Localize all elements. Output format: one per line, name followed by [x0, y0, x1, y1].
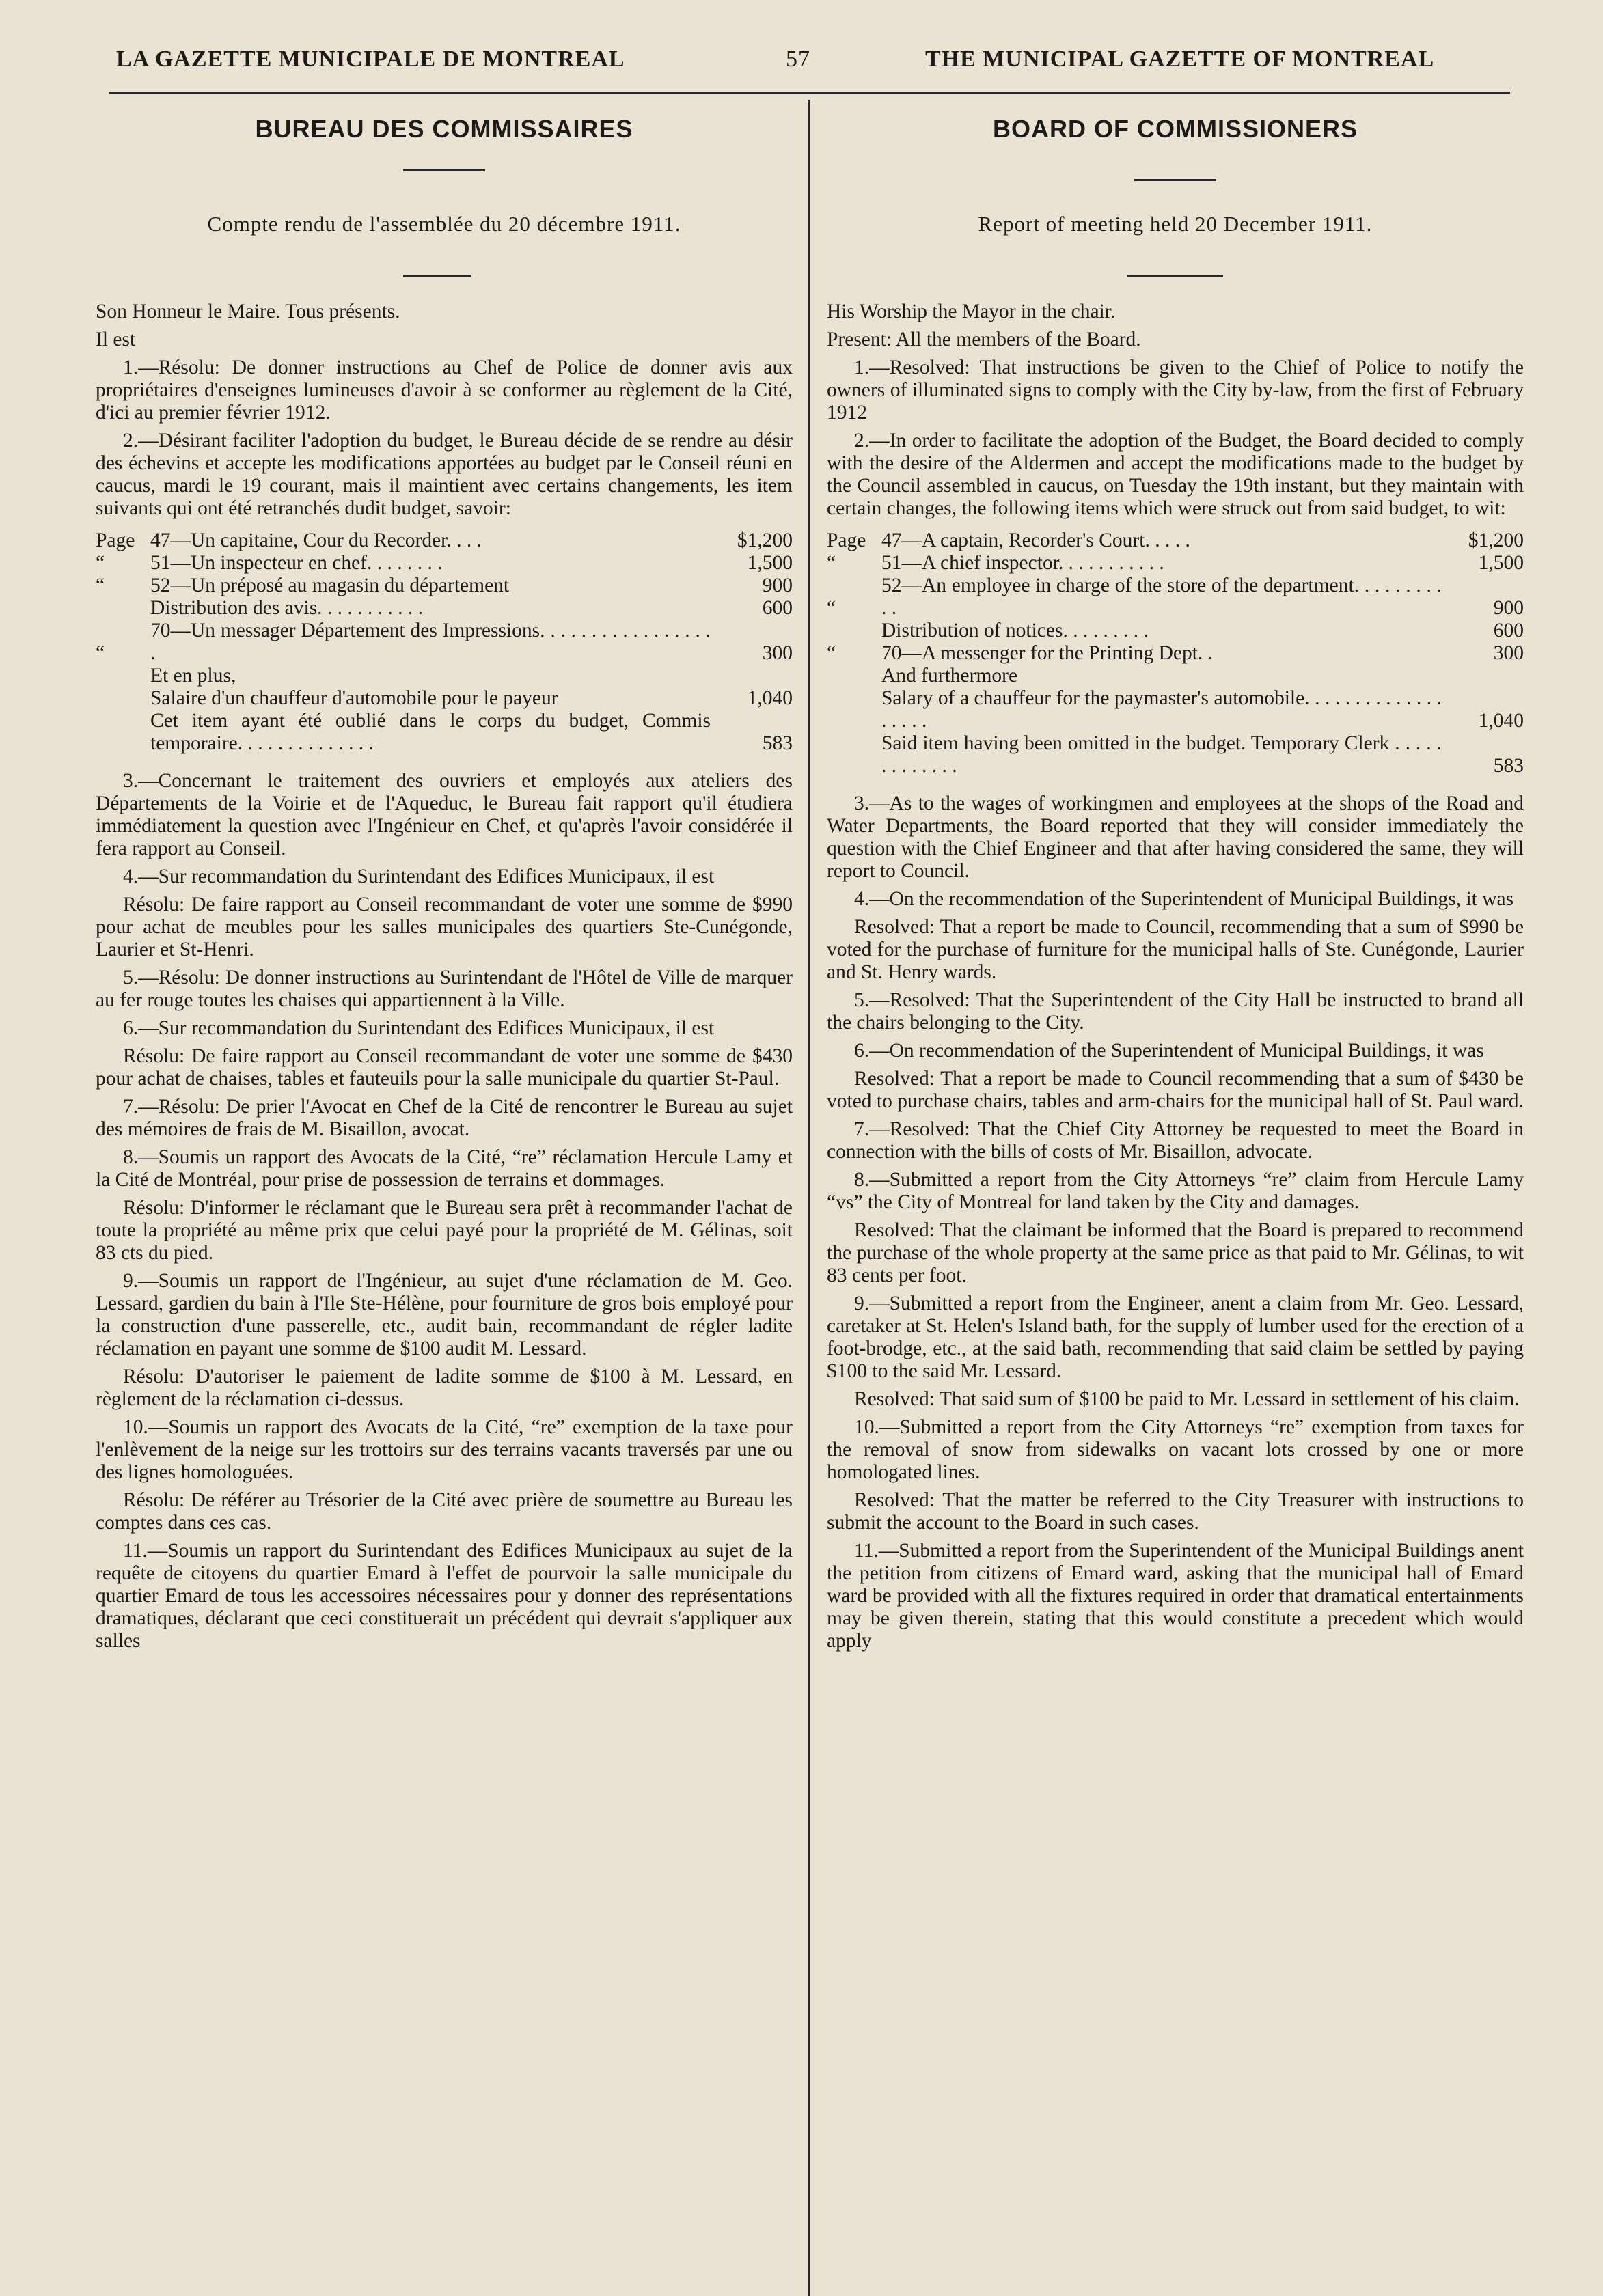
running-header [0, 46, 1603, 81]
item-description: 52—An employee in charge of the store of the department. . . . . . . . . . . [881, 575, 1442, 619]
paragraph: Resolved: That a report be made to Council recommending that a sum of $430 be voted to purchase chairs, tables and arm-chairs for the municipal hall of St. Paul ward. [827, 1068, 1524, 1112]
item-description: 51—Un inspecteur en chef. . . . . . . . [150, 552, 443, 574]
paragraph: 7.—Resolved: That the Chief City Attorney be requested to meet the Board in connection with the bills of costs of Mr. Bisaillon, advocate. [827, 1118, 1524, 1163]
paragraph: Resolved: That the matter be referred to the City Treasurer with instructions to submit the account to the Board in such cases. [827, 1489, 1524, 1534]
item-amount: $1,200 [737, 529, 793, 551]
paragraph: Il est [96, 329, 136, 350]
paragraph: 5.—Résolu: De donner instructions au Surintendant de l'Hôtel de Ville de marquer au fer rouge toutes les chaises qui appartiennent à la Ville. [96, 967, 793, 1011]
paragraph: 1.—Résolu: De donner instructions au Chef de Police de donner avis aux propriétaires d'enseignes lumineuses d'avoir à se conformer au règlement de la Cité, d'ici au premier février 1912. [96, 357, 793, 424]
item-amount: 583 [762, 732, 793, 754]
paragraph: 2.—In order to facilitate the adoption of the Budget, the Board decided to comply with the desire of the Aldermen and accept the modifications made to the budget by the Council assembled in caucus, on Tuesday the 19th instant, but they maintain with certain changes, the following items which were struck out from said budget, to wit: [827, 430, 1524, 519]
table-row [827, 575, 1524, 620]
french-body [96, 301, 793, 1658]
paragraph: 6.—On recommendation of the Superintendent of Municipal Buildings, it was [854, 1040, 1484, 1062]
item-description: Salaire d'un chauffeur d'automobile pour le payeur [150, 687, 558, 709]
item-amount: 1,040 [747, 687, 793, 709]
budget-items-table [827, 529, 1524, 777]
item-amount: $1,200 [1468, 529, 1524, 551]
english-body [827, 301, 1524, 1658]
item-amount: 900 [1493, 597, 1524, 619]
column-divider [808, 100, 810, 2296]
item-page [827, 665, 881, 687]
item-description: 47—Un capitaine, Cour du Recorder. . . . [150, 529, 482, 551]
paragraph: 2.—Désirant faciliter l'adoption du budget, le Bureau décide de se rendre au désir des échevins et accepte les modifications apportées au budget par le Conseil réuni en caucus, mardi le 19 courant, mais il maintient avec certains changements, les item suivants qui ont été retranchés dudit budget, savoir: [96, 430, 793, 519]
item-page [827, 732, 881, 777]
paragraph: Résolu: De faire rapport au Conseil recommandant de voter une somme de $430 pour achat de chaises, tables et fauteuils pour la salle municipale du quartier St-Paul. [96, 1045, 793, 1090]
item-description: 70—A messenger for the Printing Dept. . [881, 642, 1214, 664]
table-row [827, 620, 1524, 642]
item-description: 51—A chief inspector. . . . . . . . . . . [881, 552, 1164, 574]
item-amount [1442, 665, 1524, 687]
table-row [96, 552, 793, 575]
french-subtitle: Compte rendu de l'assemblée du 20 décembre 1911. [207, 212, 681, 236]
item-description: And furthermore [881, 665, 1018, 687]
paragraph: 11.—Soumis un rapport du Surintendant des Edifices Municipaux au sujet de la requête de citoyens du quartier Emard à l'effet de pourvoir la salle municipale du quartier Emard de tous les accessoires nécessaires pour y donner des représentations dramatiques, déclarant que ceci constituerait un précédent qui devrait s'appliquer aux salles [96, 1540, 793, 1652]
paragraph: Résolu: D'autoriser le paiement de ladite somme de $100 à M. Lessard, en règlement de la réclamation ci-dessus. [96, 1366, 793, 1410]
item-description: 47—A captain, Recorder's Court. . . . . [881, 529, 1190, 551]
item-description: 52—Un préposé au magasin du département [150, 575, 510, 596]
header-french-title: LA GAZETTE MUNICIPALE DE MONTREAL [116, 46, 625, 72]
paragraph: 10.—Soumis un rapport des Avocats de la Cité, “re” exemption de la taxe pour l'enlèvement de la neige sur les trottoirs sur des terrains vacants traversés par une ou des lignes homologuées. [96, 1416, 793, 1483]
item-page: Page [827, 529, 866, 551]
table-row [96, 710, 793, 755]
paragraph: 9.—Soumis un rapport de l'Ingénieur, au sujet d'une réclamation de M. Geo. Lessard, gardien du bain à l'Ile Ste-Hélène, pour fourniture de gros bois employé pour la construction d'une passerelle, etc., audit bain, recommandant de régler ladite réclamation en payant une somme de $100 audit M. Lessard. [96, 1270, 793, 1359]
table-row [827, 665, 1524, 687]
item-amount [711, 665, 793, 687]
paragraph: 9.—Submitted a report from the Engineer, anent a claim from Mr. Geo. Lessard, caretaker at St. Helen's Island bath, for the supply of lumber used for the erection of a foot-brodge, etc., at the said bath, recommending that said claim be settled by paying $100 to the said Mr. Lessard. [827, 1292, 1524, 1382]
english-subtitle: Report of meeting held 20 December 1911. [978, 212, 1373, 236]
header-rule [109, 92, 1510, 94]
title-rule [403, 169, 485, 171]
paragraph: 7.—Résolu: De prier l'Avocat en Chef de la Cité de rencontrer le Bureau au sujet des mémoires de frais de M. Bisaillon, avocat. [96, 1096, 793, 1140]
item-description: Salary of a chauffeur for the paymaster's automobile. . . . . . . . . . . . . . . . . . . [881, 687, 1442, 732]
item-amount: 1,500 [747, 552, 793, 574]
item-description: Said item having been omitted in the budget. Temporary Clerk . . . . . . . . . . . . . [881, 732, 1442, 777]
item-amount: 300 [1493, 642, 1524, 664]
table-row [827, 529, 1524, 552]
paragraph: Resolved: That the claimant be informed that the Board is prepared to recommend the purchase of the whole property at the same price as that paid to Mr. Gélinas, to wit 83 cents per foot. [827, 1219, 1524, 1286]
item-amount: 600 [762, 597, 793, 619]
paragraph: 8.—Soumis un rapport des Avocats de la Cité, “re” réclamation Hercule Lamy et la Cité de Montréal, pour prise de possession de terrains et dommages. [96, 1146, 793, 1191]
item-amount: 900 [762, 575, 793, 596]
paragraph: Résolu: D'informer le réclamant que le Bureau sera prêt à recommander l'achat de toute la propriété au même prix que celui payé pour la propriété de M. Gélinas, soit 83 cts du pied. [96, 1197, 793, 1264]
table-row [96, 597, 793, 620]
item-amount: 1,040 [1478, 710, 1524, 732]
english-section-title: BOARD OF COMMISSIONERS [992, 115, 1358, 143]
paragraph: 3.—As to the wages of workingmen and employees at the shops of the Road and Water Departments, the Board reported that they will consider immediately the question with the Chief Engineer and that after having considered the same, they will report to Council. [827, 792, 1524, 882]
item-page [96, 710, 150, 755]
item-page: “ [96, 552, 105, 574]
paragraph: 4.—Sur recommandation du Surintendant des Edifices Municipaux, il est [123, 866, 715, 887]
item-description: 70—Un messager Département des Impressions. . . . . . . . . . . . . . . . . . [150, 620, 711, 664]
item-description: Distribution des avis. . . . . . . . . . . [150, 597, 424, 619]
table-row [96, 575, 793, 597]
paragraph: Résolu: De faire rapport au Conseil recommandant de voter une somme de $990 pour achat de meubles pour les salles municipales des quartiers Ste-Cunégonde, Laurier et St-Henri. [96, 894, 793, 960]
paragraph: 1.—Resolved: That instructions be given to the Chief of Police to notify the owners of illuminated signs to comply with the City by-law, from the first of February 1912 [827, 357, 1524, 424]
item-page [96, 597, 150, 620]
paragraph: 10.—Submitted a report from the City Attorneys “re” exemption from taxes for the removal of snow from sidewalks on vacant lots crossed by one or more homologated lines. [827, 1416, 1524, 1483]
item-page: “ [96, 575, 105, 596]
title-rule [1134, 179, 1216, 181]
table-row [827, 552, 1524, 575]
subtitle-rule [403, 275, 471, 277]
budget-items-table [96, 529, 793, 755]
item-page: “ [827, 597, 836, 619]
paragraph: 11.—Submitted a report from the Superintendent of the Municipal Buildings anent the petition from citizens of Emard ward, asking that the municipal hall of Emard ward be provided with all the fixtures required in order that dramatical entertainments may be given therein, stating that this would constitute a precedent which would apply [827, 1540, 1524, 1652]
table-row [96, 687, 793, 710]
table-row [96, 620, 793, 665]
item-page [96, 687, 150, 710]
item-page [96, 665, 150, 687]
item-description: Distribution of notices. . . . . . . . . [881, 620, 1149, 641]
item-amount: 300 [762, 642, 793, 664]
table-row [827, 687, 1524, 732]
item-description: Cet item ayant été oublié dans le corps du budget, Commis temporaire. . . . . . . . . . . . . . [150, 710, 711, 754]
page-number: 57 [786, 46, 810, 72]
item-page: “ [96, 642, 105, 664]
paragraph: Present: All the members of the Board. [827, 329, 1141, 350]
paragraph: 3.—Concernant le traitement des ouvriers et employés aux ateliers des Départements de la Voirie et de l'Aqueduc, le Bureau fait rapport qu'il étudiera immédiatement la question avec l'Ingénieur en Chef, et qu'après l'avoir considérée il fera rapport au Conseil. [96, 770, 793, 859]
item-amount: 1,500 [1478, 552, 1524, 574]
item-page: “ [827, 642, 836, 664]
paragraph: 8.—Submitted a report from the City Attorneys “re” claim from Hercule Lamy “vs” the City of Montreal for land taken by the City and damages. [827, 1169, 1524, 1213]
paragraph: Resolved: That a report be made to Council, recommending that a sum of $990 be voted for the purchase of furniture for the municipal halls of Ste. Cunégonde, Laurier and St. Henry wards. [827, 916, 1524, 983]
table-row [96, 665, 793, 687]
paragraph: His Worship the Mayor in the chair. [827, 301, 1116, 322]
subtitle-rule [1127, 275, 1223, 277]
paragraph: 6.—Sur recommandation du Surintendant des Edifices Municipaux, il est [123, 1017, 715, 1039]
french-section-title: BUREAU DES COMMISSAIRES [255, 115, 633, 143]
item-amount: 583 [1493, 755, 1524, 777]
item-amount: 600 [1493, 620, 1524, 641]
paragraph: 4.—On the recommendation of the Superintendent of Municipal Buildings, it was [854, 888, 1514, 910]
paragraph: Son Honneur le Maire. Tous présents. [96, 301, 400, 322]
item-page: Page [96, 529, 135, 551]
paragraph: 5.—Resolved: That the Superintendent of the City Hall be instructed to brand all the chairs belonging to the City. [827, 989, 1524, 1034]
table-row [96, 529, 793, 552]
table-row [827, 642, 1524, 665]
item-page [827, 620, 881, 642]
item-page [827, 687, 881, 732]
item-page: “ [827, 552, 836, 574]
item-description: Et en plus, [150, 665, 236, 687]
paragraph: Resolved: That said sum of $100 be paid to Mr. Lessard in settlement of his claim. [854, 1388, 1520, 1410]
header-english-title: THE MUNICIPAL GAZETTE OF MONTREAL [925, 46, 1435, 72]
paragraph: Résolu: De référer au Trésorier de la Cité avec prière de soumettre au Bureau les comptes dans ces cas. [96, 1489, 793, 1534]
table-row [827, 732, 1524, 777]
